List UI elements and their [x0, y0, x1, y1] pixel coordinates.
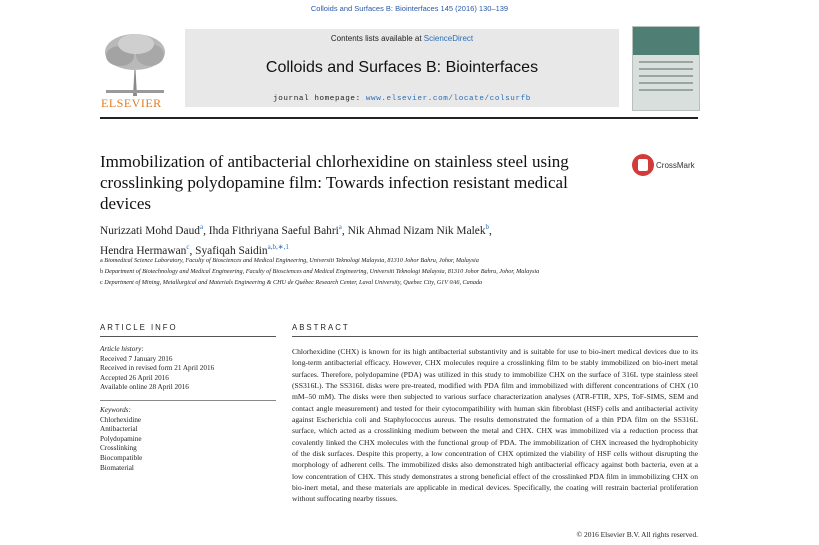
- homepage-link[interactable]: www.elsevier.com/locate/colsurfb: [365, 95, 531, 103]
- journal-title: Colloids and Surfaces B: Biointerfaces: [265, 59, 539, 76]
- history-item: Available online 28 April 2016: [100, 383, 189, 392]
- keyword-item: Biomaterial: [100, 463, 134, 472]
- elsevier-wordmark: ELSEVIER: [101, 96, 162, 110]
- header-rule: [100, 117, 698, 119]
- author-affiliation-mark[interactable]: a,b,∗,1: [267, 242, 289, 251]
- crossmark-button[interactable]: [632, 154, 695, 176]
- author-name[interactable]: Nurizzati Mohd Daud: [100, 224, 200, 237]
- affiliation-item: b Department of Biotechnology and Medical Engineering, Faculty of Biosciences and Medical Engineering, Universiti Teknologi Malaysia, 81310 Johor Bahru, Johor, Malaysia: [100, 268, 540, 275]
- history-item: Received in revised form 21 April 2016: [100, 364, 215, 373]
- author-name[interactable]: Hendra Hermawan: [100, 244, 187, 257]
- keyword-item: Chlorhexidine: [100, 415, 142, 424]
- contents-prefix: Contents lists available at: [330, 34, 424, 43]
- abstract-rule: [292, 336, 698, 337]
- abstract-body: Chlorhexidine (CHX) is known for its high antibacterial substantivity and is suitable for use to bio-inert medical devices due to its long-term antibacterial efficacy. However, CHX molecules require a crosslinking film to be stably immobilized on bio-inert metal surfaces. Therefore, polydopamine (PDA) was utilized in this study to immobilize CHX on the surface of 316L type stainless steel (SS316L). The SS316L disks were pre-treated, modified with PDA film and immobilized with different concentrations of CHX (10 mM–50 mM). The disks were then subjected to various surface characterization analyses (ATR-FTIR, XPS, ToF-SIMS, SEM and contact angle measurement) and tested for their cytocompatibility with human skin fibroblast (HSF) cells and antibacterial activity against Escherichia coli and Staphylococcus aureus. The results demonstrated the formation of a thin PDA film on the SS316L surface, which acted as a crosslinking medium between the metal and CHX. CHX was immobilized via a reduction process that covalently linked the CHX molecules with the functional group of PDA. The immobilization of CHX increased the hydrophobicity of the disk surfaces. Despite this property, a low concentration of CHX optimized the viability of HSF cells without disrupting the morphology of adherent cells. The immobilized disks also demonstrated high antibacterial efficacy against both bacteria, even at a low concentration of CHX. This study demonstrates a strong beneficial effect of the crosslinked PDA film in immobilizing CHX on bio-inert metal, and these materials are applicable in medical devices. Specifically, the coating will restrain bacterial proliferation without suffocating nearby tissues.: [292, 347, 698, 504]
- author-name[interactable]: Nik Ahmad Nizam Nik Malek: [347, 224, 486, 237]
- author-affiliation-mark[interactable]: a: [199, 223, 204, 231]
- keywords-list: [100, 406, 276, 473]
- affiliation-list: [100, 255, 680, 288]
- history-heading: Article history:: [100, 345, 144, 353]
- keywords-rule: [100, 400, 276, 401]
- homepage-prefix: journal homepage:: [273, 95, 366, 103]
- contents-line: [185, 34, 619, 43]
- article-info-heading: ARTICLE INFO: [100, 323, 178, 332]
- article-history: [100, 345, 276, 393]
- copyright-notice: © 2016 Elsevier B.V. All rights reserved.: [576, 530, 698, 539]
- keywords-heading: Keywords:: [100, 406, 131, 414]
- article-title: Immobilization of antibacterial chlorhexidine on stainless steel using crosslinking polydopamine film: Towards infection resistant medical devices: [100, 152, 569, 213]
- affiliation-item: c Department of Mining, Metallurgical and Materials Engineering & CHU de Québec Research Center, Laval University, Quebec City, G1V 0A6, Canada: [100, 279, 483, 286]
- author-affiliation-mark[interactable]: b: [485, 223, 490, 231]
- author-list: Nurizzati Mohd Daud$^a$, Ihda Fithriyana Saeful Bahri$^a$, Nik Ahmad Nizam Nik Malek$^b$, Hendra Hermawan$^c$, Syafiqah Saidin$^{a,b,∗,1}$: [100, 223, 492, 257]
- history-item: Received 7 January 2016: [100, 354, 173, 363]
- article-info-rule: [100, 336, 276, 337]
- crossmark-label: CrossMark: [656, 160, 695, 170]
- author-affiliation-mark[interactable]: c: [186, 242, 190, 251]
- journal-banner: [185, 29, 619, 107]
- crossmark-icon: [632, 154, 654, 176]
- journal-reference[interactable]: Colloids and Surfaces B: Biointerfaces 145 (2016) 130–139: [310, 4, 509, 13]
- history-item: Accepted 26 April 2016: [100, 373, 169, 382]
- keyword-item: Antibacterial: [100, 425, 138, 434]
- abstract-heading: ABSTRACT: [292, 323, 350, 332]
- keyword-item: Polydopamine: [100, 434, 142, 443]
- sciencedirect-link[interactable]: ScienceDirect: [423, 34, 474, 43]
- affiliation-item: a Biomedical Science Laboratory, Faculty of Biosciences and Medical Engineering, Universiti Teknologi Malaysia, 81310 Johor Bahru, Johor, Malaysia: [100, 257, 479, 264]
- journal-homepage: [185, 95, 619, 103]
- journal-cover-thumbnail[interactable]: [632, 26, 700, 111]
- author-name[interactable]: Syafiqah Saidin: [195, 244, 268, 257]
- keyword-item: Biocompatible: [100, 453, 143, 462]
- keyword-item: Crosslinking: [100, 444, 137, 453]
- author-name[interactable]: Ihda Fithriyana Saeful Bahri: [208, 224, 339, 237]
- author-affiliation-mark[interactable]: a: [338, 223, 342, 231]
